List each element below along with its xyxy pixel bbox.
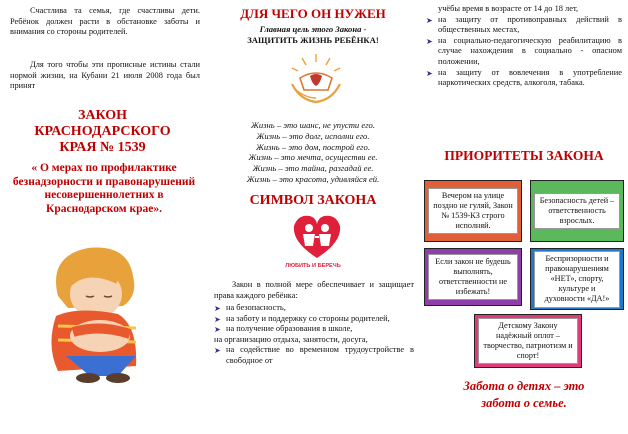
intro-paragraph-2: Для того чтобы эти прописные истины стали нормой жизни, на Кубани 21 июля 2008 года был принят xyxy=(10,60,200,91)
arrow-bullet-icon: ➤ xyxy=(214,325,221,335)
rights-intro: Закон в полной мере обеспечивает и защищает права каждого ребёнка: xyxy=(214,280,414,300)
life-poem xyxy=(208,120,418,185)
arrow-bullet-icon: ➤ xyxy=(214,346,221,356)
law-title-line-3: КРАЯ № 1539 xyxy=(59,140,146,155)
intro-paragraph-1: Счастлива та семья, где счастливы дети. Ребёнок должен расти в обстановке заботы и внимания со стороны родителей. xyxy=(10,6,200,37)
arrow-bullet-icon: ➤ xyxy=(426,68,433,78)
purpose-heading: ДЛЯ ЧЕГО ОН НУЖЕН xyxy=(240,6,386,21)
law-title-line-2: КРАСНОДАРСКОГО xyxy=(34,124,171,139)
priority-text: Если закон не будешь выполнять, ответственности не избежать! xyxy=(428,254,518,301)
symbol-caption: ЛЮБИТЬ И БЕРЕЧЬ xyxy=(285,263,341,269)
list-item: на организацию отдыха, занятости, досуга, xyxy=(214,334,368,344)
arrow-bullet-icon: ➤ xyxy=(214,314,221,324)
priority-box-sport-culture xyxy=(530,248,624,310)
priority-text: Безопасность детей – ответственность взрослых. xyxy=(534,193,620,230)
list-item: ➤ на защиту от вовлечения в употребление наркотических средств, алкоголя, табака. xyxy=(426,67,622,88)
list-item: ➤ на содействие во временном трудоустройстве в свободное от xyxy=(214,345,414,365)
poem-line: Жизнь – это красота, удивляйся ей. xyxy=(246,173,380,184)
priority-text: Детскому Закону надёжный оплот – творчество, патриотизм и спорт! xyxy=(478,318,578,365)
poem-line: Жизнь – это мечта, осуществи ее. xyxy=(248,152,378,163)
priority-box-responsibility xyxy=(424,248,522,306)
list-item: ➤ на безопасность, xyxy=(214,303,286,313)
list-item: ➤ на заботу и поддержку со стороны родителей, xyxy=(214,313,390,324)
poem-line: Жизнь – это тайна, разгадай ее. xyxy=(252,163,374,174)
priority-box-curfew xyxy=(424,180,522,242)
priority-box-safety xyxy=(530,180,624,242)
rights-list xyxy=(214,303,414,367)
heart-children-symbol-icon xyxy=(288,212,346,266)
list-item: ➤ на защиту от противоправных действий в общественных местах, xyxy=(426,14,622,35)
priorities-heading: ПРИОРИТЕТЫ ЗАКОНА xyxy=(444,148,604,163)
law-subtitle: « О мерах по профилактике безнадзорности и правонарушений несовершеннолетних в Краснодарском крае». xyxy=(12,162,196,215)
symbol-heading: СИМВОЛ ЗАКОНА xyxy=(249,193,377,208)
priority-text: Беспризорности и правонарушениям «НЕТ», спорту, культуре и духовности «ДА!» xyxy=(534,251,620,308)
column-middle xyxy=(208,0,418,434)
list-item: ➤ на социально-педагогическую реабилитацию в случае нахождения в социально - опасном положении, xyxy=(426,35,622,66)
column-right xyxy=(420,0,628,434)
arrow-bullet-icon: ➤ xyxy=(214,304,221,313)
list-item: ➤ на получение образования в школе, xyxy=(214,324,353,335)
arrow-bullet-icon: ➤ xyxy=(426,15,433,25)
poem-line: Жизнь – это долг, исполни его. xyxy=(256,130,370,141)
law-title-line-1: ЗАКОН xyxy=(77,108,128,123)
family-hands-logo-icon xyxy=(286,50,346,108)
law-title xyxy=(0,108,205,156)
priority-text: Вечером на улице поздно не гуляй, Закон № 1539-КЗ строго исполняй. xyxy=(428,188,518,235)
goal-line-1: Главная цель этого Закона - xyxy=(259,24,367,34)
column-left xyxy=(0,0,205,434)
closing-line-2: забота о семье. xyxy=(481,396,567,410)
poem-line: Жизнь – это дом, построй его. xyxy=(256,141,370,152)
sad-child-illustration xyxy=(18,236,168,386)
poem-line: Жизнь – это шанс, не упусти его. xyxy=(250,120,375,130)
goal-line-2: ЗАЩИТИТЬ ЖИЗНЬ РЕБЁНКА! xyxy=(247,35,379,45)
protection-list xyxy=(426,4,622,89)
list-item: учёбы время в возрасте от 14 до 18 лет, xyxy=(438,4,579,13)
priority-box-creativity xyxy=(474,314,582,368)
closing-line-1: Забота о детях – это xyxy=(463,379,585,393)
arrow-bullet-icon: ➤ xyxy=(426,36,433,46)
closing-slogan xyxy=(420,378,628,412)
